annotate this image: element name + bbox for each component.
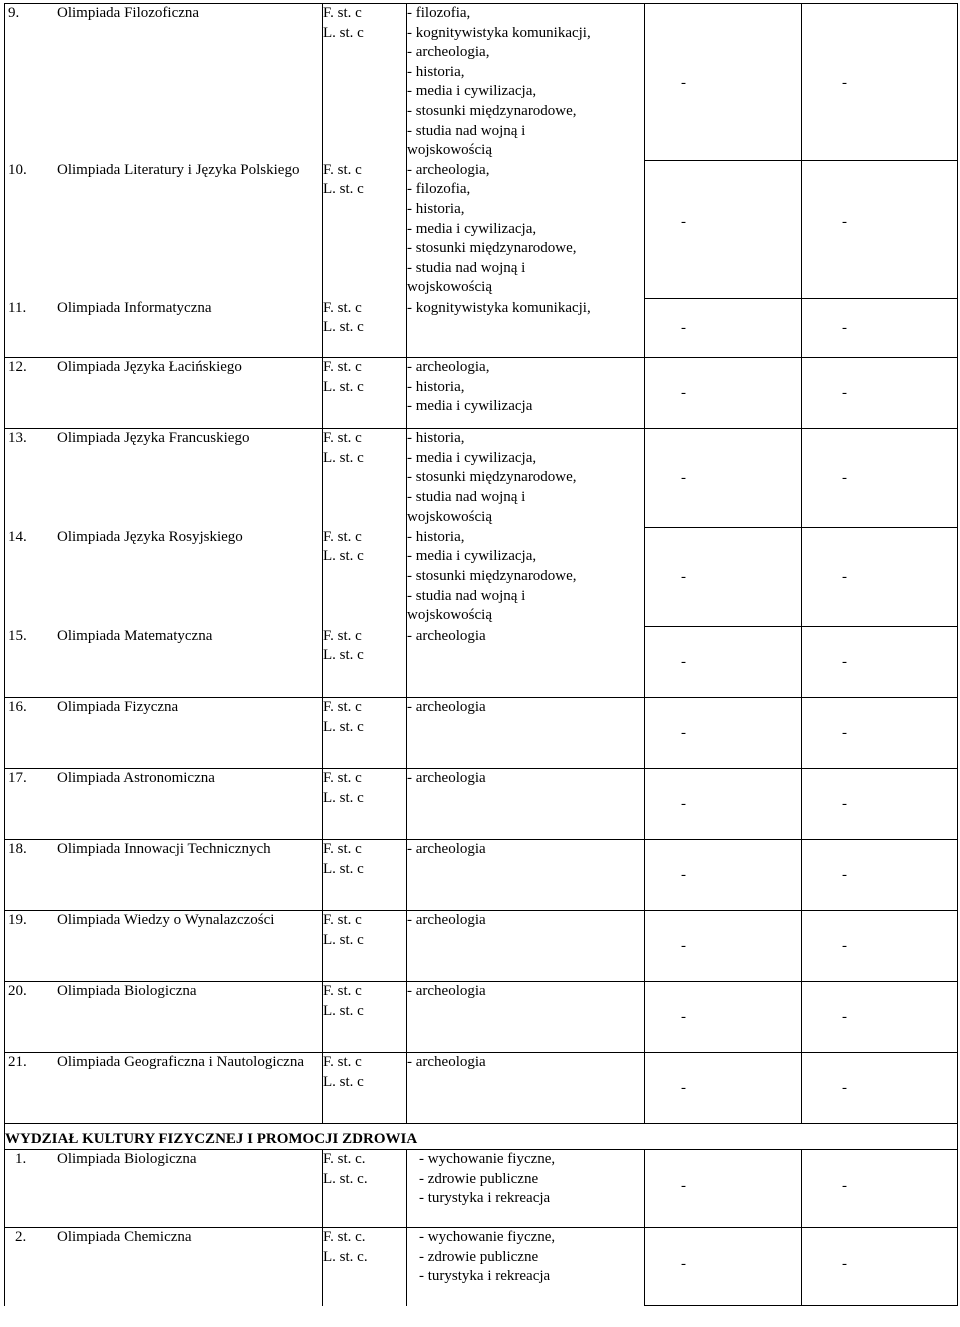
dash-value: - xyxy=(681,320,686,337)
fields-of-study-cell xyxy=(407,161,645,299)
study-form-cell xyxy=(323,528,407,627)
olympiad-name-cell xyxy=(5,299,323,358)
section-heading-row xyxy=(5,1124,958,1150)
study-form: F. st. c xyxy=(323,5,362,21)
dash-cell-2 xyxy=(802,698,958,769)
field-of-study: - archeologia xyxy=(407,912,486,929)
dash-cell-1 xyxy=(645,299,802,358)
fields-of-study-cell xyxy=(407,358,645,429)
field-of-study: - kognitywistyka komunikacji, xyxy=(407,299,591,316)
study-form: F. st. c xyxy=(323,528,362,545)
olympiad-name: Olimpiada Geograficzna i Nautologiczna xyxy=(57,1054,304,1071)
field-of-study: - stosunki międzynarodowe, xyxy=(407,469,577,486)
dash-cell-1 xyxy=(645,1053,802,1124)
field-of-study: - archeologia, xyxy=(407,359,490,376)
olympiad-name-cell xyxy=(5,911,323,982)
study-form: L. st. c xyxy=(323,24,364,41)
study-form: F. st. c xyxy=(323,1054,362,1071)
table-row xyxy=(5,429,958,528)
dash-cell-1 xyxy=(645,528,802,627)
field-of-study: - stosunki międzynarodowe, xyxy=(407,102,577,119)
dash-cell-2 xyxy=(802,911,958,982)
dash-value: - xyxy=(681,1256,686,1273)
olympiad-name: Olimpiada Wiedzy o Wynalazczości xyxy=(57,912,275,929)
table-row xyxy=(5,911,958,982)
field-of-study: - media i cywilizacja xyxy=(407,398,533,415)
dash-value: - xyxy=(842,1009,847,1026)
row-number: 14. xyxy=(8,528,27,545)
row-number: 16. xyxy=(8,699,27,716)
table-row xyxy=(5,161,958,299)
table-row xyxy=(5,528,958,627)
dash-value: - xyxy=(842,796,847,813)
study-form: F. st. c xyxy=(323,430,362,447)
dash-cell-1 xyxy=(645,911,802,982)
olympiad-name: Olimpiada Literatury i Języka Polskiego xyxy=(57,161,300,178)
fields-of-study-cell xyxy=(407,1150,645,1228)
field-of-study: - stosunki międzynarodowe, xyxy=(407,240,577,257)
dash-cell-2 xyxy=(802,1053,958,1124)
table-row xyxy=(5,4,958,161)
field-of-study: - archeologia xyxy=(407,627,486,644)
olympiad-name: Olimpiada Biologiczna xyxy=(57,983,197,1000)
olympiad-table-body xyxy=(5,4,958,1306)
dash-value: - xyxy=(842,654,847,671)
field-of-study: - archeologia xyxy=(407,699,486,716)
study-form-cell xyxy=(323,1228,407,1306)
field-of-study: - zdrowie publiczne xyxy=(419,1248,539,1265)
study-form: F. st. c xyxy=(323,770,362,787)
dash-cell-1 xyxy=(645,982,802,1053)
olympiad-name-cell xyxy=(5,4,323,161)
olympiad-name: Olimpiada Informatyczna xyxy=(57,299,212,316)
fields-of-study-cell xyxy=(407,627,645,698)
field-of-study: - archeologia xyxy=(407,770,486,787)
olympiad-name-cell xyxy=(5,1053,323,1124)
study-form: F. st. c. xyxy=(323,1229,366,1246)
fields-of-study-cell xyxy=(407,429,645,528)
study-form-cell xyxy=(323,4,407,161)
olympiad-name: Olimpiada Filozoficzna xyxy=(57,5,200,21)
dash-value: - xyxy=(681,214,686,231)
row-number: 10. xyxy=(8,161,27,178)
dash-value: - xyxy=(681,725,686,742)
olympiad-name-cell xyxy=(5,429,323,528)
study-form: L. st. c xyxy=(323,548,364,565)
field-of-study: - historia, xyxy=(407,63,465,80)
dash-cell-2 xyxy=(802,429,958,528)
table-row xyxy=(5,299,958,358)
dash-value: - xyxy=(842,470,847,487)
dash-cell-2 xyxy=(802,982,958,1053)
dash-cell-1 xyxy=(645,358,802,429)
fields-of-study-cell xyxy=(407,769,645,840)
dash-value: - xyxy=(842,214,847,231)
field-of-study: wojskowością xyxy=(407,142,492,159)
study-form-cell xyxy=(323,840,407,911)
olympiad-name: Olimpiada Innowacji Technicznych xyxy=(57,841,271,858)
olympiad-name: Olimpiada Matematyczna xyxy=(57,627,213,644)
study-form-cell xyxy=(323,698,407,769)
field-of-study: - historia, xyxy=(407,378,465,395)
table-row xyxy=(5,358,958,429)
table-row xyxy=(5,840,958,911)
dash-cell-1 xyxy=(645,698,802,769)
dash-value: - xyxy=(681,385,686,402)
olympiad-name-cell xyxy=(5,627,323,698)
field-of-study: - media i cywilizacja, xyxy=(407,220,537,237)
fields-of-study-cell xyxy=(407,4,645,161)
dash-cell-2 xyxy=(802,840,958,911)
dash-cell-2 xyxy=(802,627,958,698)
table-row xyxy=(5,698,958,769)
field-of-study: - media i cywilizacja, xyxy=(407,548,537,565)
study-form: L. st. c. xyxy=(323,1170,368,1187)
table-row xyxy=(5,982,958,1053)
dash-cell-1 xyxy=(645,1150,802,1228)
field-of-study: - studia nad wojną i xyxy=(407,122,526,139)
olympiad-name: Olimpiada Języka Rosyjskiego xyxy=(57,528,243,545)
field-of-study: - historia, xyxy=(407,430,465,447)
field-of-study: - media i cywilizacja, xyxy=(407,449,537,466)
fields-of-study-cell xyxy=(407,299,645,358)
olympiad-name-cell xyxy=(5,358,323,429)
dash-value: - xyxy=(681,654,686,671)
field-of-study: - studia nad wojną i xyxy=(407,489,526,506)
study-form: L. st. c xyxy=(323,449,364,466)
dash-value: - xyxy=(842,569,847,586)
olympiad-name: Olimpiada Chemiczna xyxy=(57,1229,192,1246)
field-of-study: wojskowością xyxy=(407,508,492,525)
olympiad-name-cell xyxy=(5,698,323,769)
field-of-study: - wychowanie fiyczne, xyxy=(419,1229,556,1246)
study-form: F. st. c xyxy=(323,627,362,644)
olympiad-name: Olimpiada Astronomiczna xyxy=(57,770,215,787)
field-of-study: wojskowością xyxy=(407,607,492,624)
field-of-study: - turystyka i rekreacja xyxy=(419,1190,551,1207)
dash-cell-2 xyxy=(802,1228,958,1306)
dash-cell-1 xyxy=(645,769,802,840)
table-row xyxy=(5,627,958,698)
field-of-study: - turystyka i rekreacja xyxy=(419,1268,551,1285)
dash-value: - xyxy=(681,1009,686,1026)
dash-cell-2 xyxy=(802,4,958,161)
dash-value: - xyxy=(842,75,847,91)
study-form: F. st. c. xyxy=(323,1151,366,1168)
dash-value: - xyxy=(681,796,686,813)
study-form: L. st. c xyxy=(323,1073,364,1090)
field-of-study: - media i cywilizacja, xyxy=(407,83,537,100)
dash-value: - xyxy=(842,1080,847,1097)
olympiad-name: Olimpiada Języka Francuskiego xyxy=(57,430,250,447)
row-number: 17. xyxy=(8,770,27,787)
study-form-cell xyxy=(323,1053,407,1124)
olympiad-name-cell xyxy=(5,1150,323,1228)
table-row xyxy=(5,769,958,840)
study-form: F. st. c xyxy=(323,841,362,858)
field-of-study: - filozofia, xyxy=(407,181,471,198)
fields-of-study-cell xyxy=(407,911,645,982)
dash-cell-1 xyxy=(645,161,802,299)
study-form: F. st. c xyxy=(323,983,362,1000)
dash-value: - xyxy=(842,938,847,955)
study-form-cell xyxy=(323,982,407,1053)
field-of-study: - archeologia xyxy=(407,841,486,858)
olympiad-name-cell xyxy=(5,528,323,627)
dash-cell-1 xyxy=(645,429,802,528)
row-number: 20. xyxy=(8,983,27,1000)
row-number: 19. xyxy=(8,912,27,929)
field-of-study: - stosunki międzynarodowe, xyxy=(407,567,577,584)
study-form: L. st. c xyxy=(323,647,364,664)
field-of-study: - historia, xyxy=(407,200,465,217)
study-form-cell xyxy=(323,911,407,982)
study-form: L. st. c xyxy=(323,789,364,806)
study-form-cell xyxy=(323,429,407,528)
fields-of-study-cell xyxy=(407,840,645,911)
fields-of-study-cell xyxy=(407,698,645,769)
olympiad-name-cell xyxy=(5,982,323,1053)
dash-value: - xyxy=(842,385,847,402)
study-form: L. st. c xyxy=(323,319,364,336)
field-of-study: wojskowością xyxy=(407,279,492,296)
dash-value: - xyxy=(681,1080,686,1097)
field-of-study: - studia nad wojną i xyxy=(407,587,526,604)
study-form: F. st. c xyxy=(323,699,362,716)
study-form: L. st. c xyxy=(323,378,364,395)
dash-cell-2 xyxy=(802,1150,958,1228)
dash-cell-2 xyxy=(802,161,958,299)
row-number: 9. xyxy=(8,5,20,21)
dash-value: - xyxy=(681,867,686,884)
field-of-study: - kognitywistyka komunikacji, xyxy=(407,24,591,41)
row-number: 1. xyxy=(15,1151,27,1168)
study-form: L. st. c xyxy=(323,718,364,735)
table-row xyxy=(5,1150,958,1228)
study-form: F. st. c xyxy=(323,912,362,929)
study-form-cell xyxy=(323,299,407,358)
table-row xyxy=(5,1228,958,1306)
dash-cell-2 xyxy=(802,299,958,358)
fields-of-study-cell xyxy=(407,528,645,627)
olympiad-name-cell xyxy=(5,1228,323,1306)
study-form-cell xyxy=(323,358,407,429)
fields-of-study-cell xyxy=(407,1228,645,1306)
table-row xyxy=(5,1053,958,1124)
olympiad-name-cell xyxy=(5,161,323,299)
field-of-study: - historia, xyxy=(407,528,465,545)
dash-cell-1 xyxy=(645,840,802,911)
olympiad-name: Olimpiada Biologiczna xyxy=(57,1151,197,1168)
field-of-study: - archeologia, xyxy=(407,44,490,61)
dash-value: - xyxy=(842,1178,847,1195)
dash-cell-2 xyxy=(802,769,958,840)
row-number: 15. xyxy=(8,627,27,644)
dash-cell-1 xyxy=(645,627,802,698)
document-page xyxy=(4,3,957,1306)
olympiad-name: Olimpiada Fizyczna xyxy=(57,699,179,716)
field-of-study: - studia nad wojną i xyxy=(407,259,526,276)
olympiad-name-cell xyxy=(5,769,323,840)
row-number: 18. xyxy=(8,841,27,858)
dash-value: - xyxy=(842,725,847,742)
study-form: F. st. c xyxy=(323,161,362,178)
dash-value: - xyxy=(842,867,847,884)
study-form-cell xyxy=(323,769,407,840)
study-form: L. st. c xyxy=(323,1002,364,1019)
dash-value: - xyxy=(681,470,686,487)
olympiad-name: Olimpiada Języka Łacińskiego xyxy=(57,359,242,376)
fields-of-study-cell xyxy=(407,982,645,1053)
field-of-study: - zdrowie publiczne xyxy=(419,1170,539,1187)
olympiad-table xyxy=(4,3,958,1306)
field-of-study: - archeologia xyxy=(407,983,486,1000)
row-number: 21. xyxy=(8,1054,27,1071)
dash-cell-2 xyxy=(802,358,958,429)
study-form: L. st. c xyxy=(323,860,364,877)
dash-value: - xyxy=(681,938,686,955)
study-form: L. st. c xyxy=(323,931,364,948)
dash-cell-2 xyxy=(802,528,958,627)
study-form-cell xyxy=(323,161,407,299)
olympiad-name-cell xyxy=(5,840,323,911)
dash-cell-1 xyxy=(645,1228,802,1306)
field-of-study: - wychowanie fiyczne, xyxy=(419,1151,556,1168)
study-form: L. st. c. xyxy=(323,1248,368,1265)
dash-value: - xyxy=(842,1256,847,1273)
dash-value: - xyxy=(681,75,686,91)
study-form: F. st. c xyxy=(323,359,362,376)
field-of-study: - archeologia, xyxy=(407,161,490,178)
section-title: WYDZIAŁ KULTURY FIZYCZNEJ I PROMOCJI ZDROWIA xyxy=(5,1124,958,1150)
study-form: L. st. c xyxy=(323,181,364,198)
study-form-cell xyxy=(323,1150,407,1228)
dash-cell-1 xyxy=(645,4,802,161)
study-form-cell xyxy=(323,627,407,698)
row-number: 12. xyxy=(8,359,27,376)
field-of-study: - archeologia xyxy=(407,1054,486,1071)
dash-value: - xyxy=(681,1178,686,1195)
row-number: 2. xyxy=(15,1229,27,1246)
dash-value: - xyxy=(842,320,847,337)
field-of-study: - filozofia, xyxy=(407,5,471,21)
dash-value: - xyxy=(681,569,686,586)
row-number: 11. xyxy=(8,299,27,316)
row-number: 13. xyxy=(8,430,27,447)
fields-of-study-cell xyxy=(407,1053,645,1124)
study-form: F. st. c xyxy=(323,299,362,316)
